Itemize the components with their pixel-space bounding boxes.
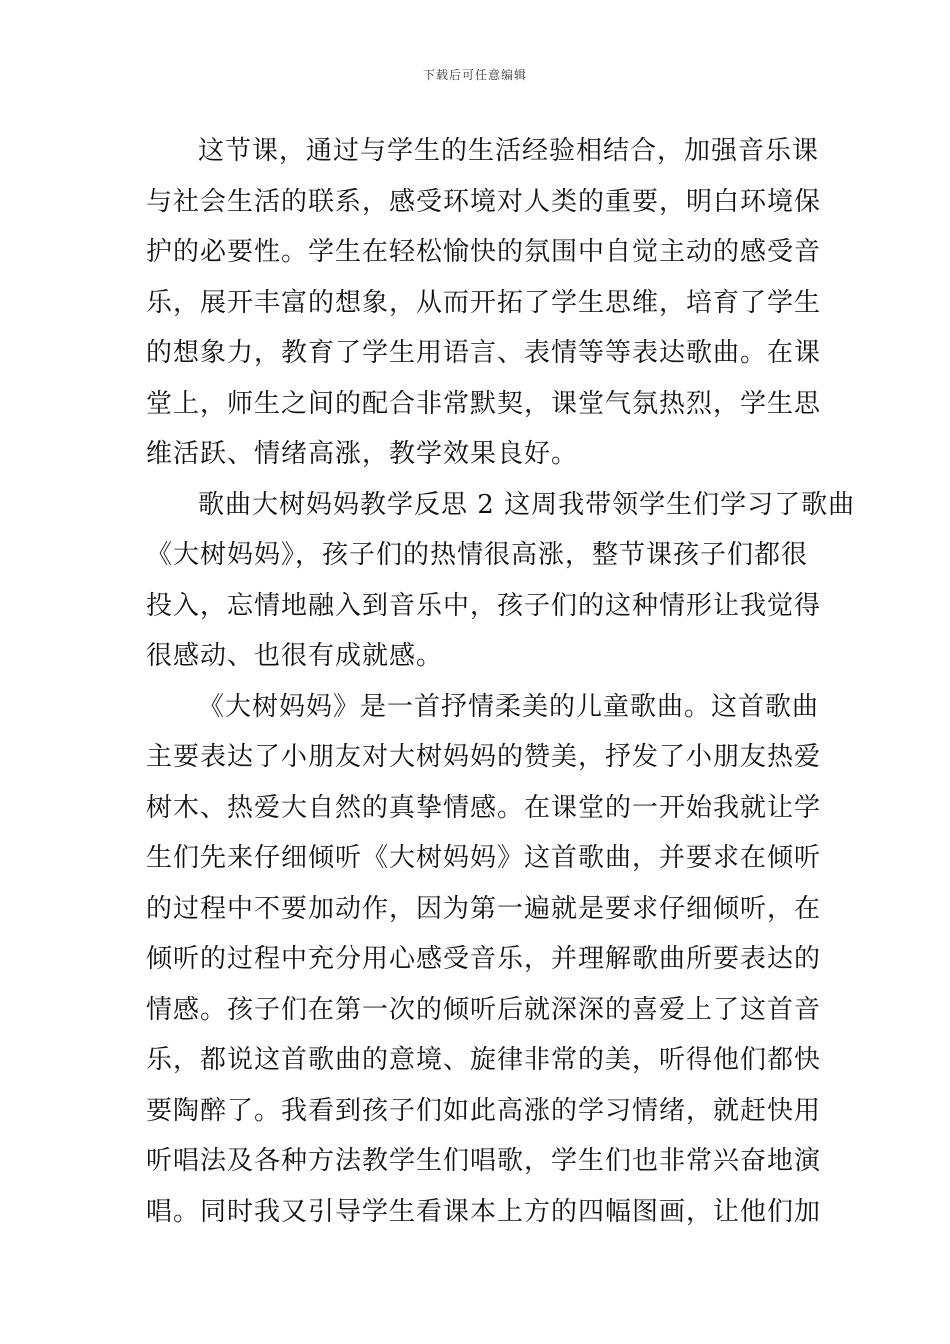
text-line: 维活跃、情绪高涨，教学效果良好。 xyxy=(146,439,579,469)
text-line: 倾听的过程中充分用心感受音乐，并理解歌曲所要表达的 xyxy=(146,944,822,974)
text-line: 《大树妈妈》是一首抒情柔美的儿童歌曲。这首歌曲 xyxy=(198,691,820,722)
text-line: 乐，展开丰富的想象，从而开拓了学生思维，培育了学生 xyxy=(146,287,822,318)
text-line: 歌曲大树妈妈教学反思 2 这周我带领学生们学习了歌曲 xyxy=(198,489,856,520)
text-line: 《大树妈妈》，孩子们的热情很高涨，整节课孩子们都很 xyxy=(146,540,809,570)
text-line: 很感动、也很有成就感。 xyxy=(146,641,444,671)
text-line: 的想象力，教育了学生用语言、表情等等表达歌曲。在课 xyxy=(146,338,822,368)
text-line: 乐，都说这首歌曲的意境、旋律非常的美，听得他们都快 xyxy=(146,1045,822,1075)
text-line: 这节课，通过与学生的生活经验相结合，加强音乐课 xyxy=(198,136,820,166)
text-line: 的过程中不要加动作，因为第一遍就是要求仔细倾听，在 xyxy=(146,893,822,924)
text-line: 投入，忘情地融入到音乐中，孩子们的这种情形让我觉得 xyxy=(146,590,822,621)
text-line: 生们先来仔细倾听《大树妈妈》这首歌曲，并要求在倾听 xyxy=(146,843,822,873)
text-line: 树木、热爱大自然的真挚情感。在课堂的一开始我就让学 xyxy=(146,792,822,823)
page-header: 下载后可任意编辑 xyxy=(422,68,527,82)
text-line: 主要表达了小朋友对大树妈妈的赞美，抒发了小朋友热爱 xyxy=(146,742,822,772)
text-line: 情感。孩子们在第一次的倾听后就深深的喜爱上了这首音 xyxy=(146,994,822,1025)
text-line: 要陶醉了。我看到孩子们如此高涨的学习情绪，就赶快用 xyxy=(146,1095,822,1126)
text-line: 堂上，师生之间的配合非常默契，课堂气氛热烈，学生思 xyxy=(146,388,822,419)
text-line: 与社会生活的联系，感受环境对人类的重要，明白环境保 xyxy=(146,186,822,217)
text-line: 听唱法及各种方法教学生们唱歌，学生们也非常兴奋地演 xyxy=(146,1146,822,1176)
text-line: 护的必要性。学生在轻松愉快的氛围中自觉主动的感受音 xyxy=(146,237,822,267)
text-line: 唱。同时我又引导学生看课本上方的四幅图画，让他们加 xyxy=(146,1196,822,1227)
body-text xyxy=(146,126,856,1237)
